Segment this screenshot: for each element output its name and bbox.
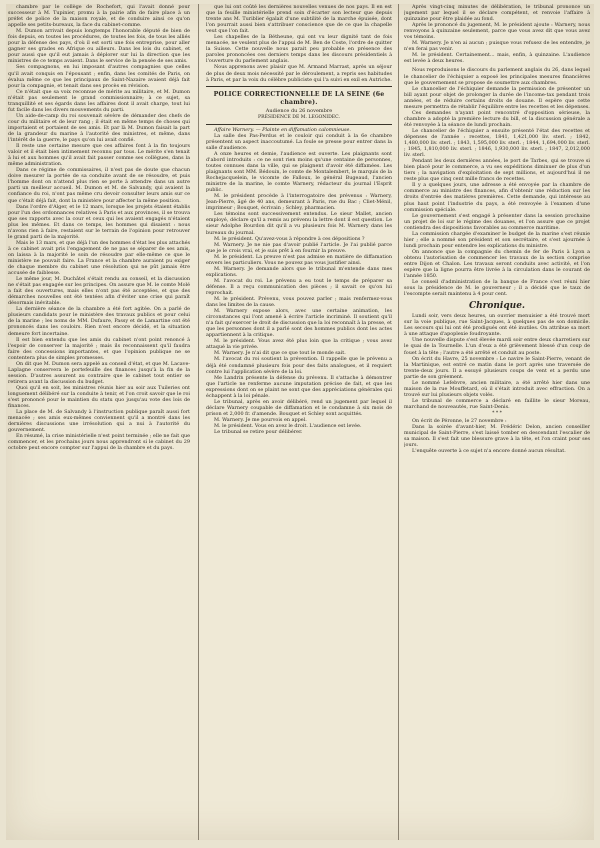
paragraph: Les chapelles de la Bétheune, qui ont vu leur dignité tant de fois menacée, ne veulent plus de l'appui de M. Ben de Coste, l'ordre de quitter la Suisse. Cette nouvelle nous parait peu probable en présence des paroles prononcées ces derniers temps dans les discours présidentiels à l'ouverture du parlement anglais.	[206, 34, 392, 65]
paragraph: On dit que M. Dumon sera appelé au conseil d'état, et que M. Lacave-Laplagne conservera le portefeuille des finances jusqu'à la fin de la session. D'autres assurent au contraire que le cabinet tout entier se retirera avant la discussion du budget.	[8, 360, 190, 385]
paragraph: M. le président. Qu'avez-vous à répondre à ces dépositions ?	[214, 235, 365, 242]
paragraph: Après vingt-cinq minutes de délibération, le tribunal prononce un jugement par lequel il se déclare compétent, et renvoie l'affaire à quinzaine pour être plaidée au fond.	[404, 4, 590, 23]
paragraph: M. Warnery. Je n'ai dit que ce que tout le monde sait.	[214, 350, 346, 357]
column-divider	[398, 4, 399, 840]
paragraph: Le tribunal de commerce a déclaré en faillite le sieur Moreau, marchand de nouveautés, rue Saint-Denis.	[404, 397, 590, 410]
paragraph: On écrit du Havre, 25 novembre : Le navire le Saint-Pierre, venant de la Martinique, est entré ce matin dans le port après une traversée de trente-deux jours. Il a essuyé plusieurs coups de vent et a perdu une partie de son gréement.	[404, 355, 590, 380]
paragraph: Le conseil d'administration de la banque de France s'est réuni hier sous la présidence de M. le gouverneur ; il a décidé que le taux de l'escompte serait maintenu à 4 pour cent.	[404, 279, 590, 298]
paragraph: Un aide-de-camp du roi souvenait sévère de démander des chefs de cour du militaire et de leur rang ; il était en même temps de choses qui importaient et portaient de ses amis. Et par là M. Dumon faisait la part de la grandeur du marine à l'autorité des ministres, et même, dans l'intérêt de la guerre, le pays qu'on lui avait confié.	[8, 112, 190, 144]
paragraph: M. Warnery. Je n'en ai aucun ; puisque vous refusez de les entendre, je n'en ferai pas venir.	[404, 40, 590, 53]
paragraph: L'enquête ouverte à ce sujet n'a encore donné aucun résultat.	[412, 448, 566, 455]
paragraph: Le chancelier de l'échiquier a ensuite présenté l'état des recettes et dépenses de l'année : recettes, 1841, 1,421,000 liv. sterl. ; 1842, 1,480,000 liv. sterl. ; 1843, 1,595,000 liv. sterl. ; 1844, 1,694,000 liv. sterl. ; 1845, 1,810,000 liv. sterl. ; 1846, 1,930,000 liv. sterl. ; 1847, 2,012,000 liv. sterl.	[404, 127, 590, 159]
paragraph: Lundi soir, vers deux heures, un ouvrier menuisier a été trouvé mort sur la voie publique, rue Saint-Jacques, à quelques pas de son domicile. Les secours qui lui ont été prodigués ont été inutiles. On attribue sa mort à une attaque d'apoplexie foudroyante.	[404, 313, 590, 338]
paragraph: Ces demandes n'ayant point rencontré d'opposition sérieuse, la chambre a adopté la première lecture du bill, et la discussion générale a été renvoyée à la séance de lundi prochain.	[404, 109, 590, 128]
paragraph: La commission chargée d'examiner le budget de la marine s'est réunie hier ; elle a nommé son président et son secrétaire, et s'est ajournée à lundi prochain pour entendre les explications du ministre.	[404, 230, 590, 249]
paragraph: M. le président. La preuve n'est pas admise en matière de diffamation envers les particuliers. Vous ne pouvez pas vous justifier ainsi.	[206, 253, 392, 266]
paragraph: M. l'avocat du roi. Le prévenu a eu tout le temps de préparer sa défense. Il a reçu communication des pièces ; il savait ce qu'on lui reprochait.	[206, 277, 392, 296]
paragraph: Le gouvernement s'est engagé à présenter dans la session prochaine un projet de loi sur le régime des douanes, et l'on assure que ce projet contiendra des dispositions favorables au commerce maritime.	[404, 212, 590, 231]
paragraph: M. le président procède à l'interrogatoire des prévenus : Warnery, Jean-Pierre, âgé de 40 ans, demeurant à Paris, rue du Bac ; Cliet-Ménil, imprimeur ; Bouquet, écrivain ; Schley, pharmacien.	[206, 193, 392, 212]
paragraph: Ses compagnons, en lui imposant d'autres compagnies que celles qu'il avait conquis en l'épousant ; enfin, dans les comités de Paris, on évalua même ce que les principaux de Saint-Nazaire avaient déjà fait pour la compagnie, et tenait dans ses procès en révision.	[8, 64, 190, 89]
newspaper-page	[6, 4, 594, 840]
paragraph: que lui ont coûté les dernières nouvelles venues de nos pays. Il en est que la feuille ministérielle prend soin d'écarter son lecteur que depuis trente ans M. Turiblier égalait d'une subtilité de la marche épuisée, dont l'on pourrait aussi bien s'attribuer conscience que de ce que la chapelle veut que l'on fait.	[206, 4, 392, 35]
column-middle	[206, 4, 392, 840]
paragraph: Mais le 13 mars, et que déjà l'un des hommes d'état les plus attachés à ce cabinet avait pris l'engagement de ne pas se séparer de ses amis, on laissa à la majorité le soin de résoudre par elle-même ce que le ministère ne pouvait faire. La France et la chambre auraient pu exiger de chaque membre du cabinet une résolution qui ne pût jamais être accusée de faiblesse.	[8, 239, 190, 277]
section-date: Audience du 26 novembre	[265, 107, 333, 114]
section-separator: * * *	[492, 411, 502, 416]
chronique-heading: Chronique.	[468, 301, 526, 312]
paragraph: Le même jour, M. Duchâtel s'était rendu au conseil, et la discussion ne s'était pas engagée sur les principes. On assure que M. le comte Molé a fait des ouvertures, mais elles n'ont pas été acceptées, et que des démarches nouvelles ont été tentées afin d'éviter une crise qui paraît désormais inévitable.	[8, 276, 190, 307]
paragraph: Après le prononcé du jugement, M. le président ajoute : Warnery, nous renvoyons à quinzaine seulement, parce que vous avez dit que vous avez vos témoins.	[404, 22, 590, 41]
paragraph: M. l'avocat du roi soutient la prévention. Il rappelle que le prévenu a déjà été condamné plusieurs fois pour des faits analogues, et il requiert contre lui l'application sévère de la loi.	[206, 356, 392, 375]
paragraph: M. Dumon arrivait depuis longtemps l'honorable député de bien de fois depuis, en toutes les procédures, de toutes les fois, de tous les alliés pour la défense des pays, d'où il est sorti une fois entreprise, pour aller gagner ses grades en Afrique ou ailleurs. Dans les lois du cabinet, et pour aussi que qu'il eut jamais à déplorer sur lui la direction que les ministres de ce temps avaient. Dans le service de la pensée de ses amis.	[8, 28, 190, 65]
paragraph: Il y a quelques jours, une adresse a été envoyée par la chambre de commerce au ministre des finances, afin d'obtenir une réduction sur les droits d'entrée des matières premières. Cette demande, qui intéresse au plus haut point l'industrie du pays, a été renvoyée à l'examen d'une commission spéciale.	[404, 182, 590, 213]
paragraph: Le tribunal, après en avoir délibéré, rend un jugement par lequel il déclare Warnery coupable de diffamation et le condamne à six mois de prison et 2,000 fr. d'amende. Bouquet et Schley sont acquittés.	[206, 398, 392, 417]
paragraph: M. Warnery. Je me pourvois en appel.	[214, 416, 307, 423]
paragraph: M. le président. Prévenu, vous pouvez parler ; mais renfermez-vous dans les limites de la cause.	[206, 296, 392, 309]
paragraph: La dernière séance de la chambre a été fort agitée. On a parlé de plusieurs candidats pour le ministère des travaux publics et pour celui de la marine ; les noms de MM. Dufaure, Passy et de Lamartine ont été prononcés dans les couloirs. Rien n'est encore décidé, et la situation demeure fort incertaine.	[8, 306, 190, 337]
paragraph: A onze heures et demie, l'audience est ouverte. Les plaignants sont d'abord introduits : ce ne sont rien moins qu'une centaine de personnes, toutes connues dans la ville, qui se plaignent d'avoir été diffamées. Les plaignants sont MM. Bédouin, le comte de Montalembert, le marquis de la Rochejacquelein, le vicomte de Falloux, le général Bugeaud, l'ancien ministre de la marine, le comte Warnery, rédacteur du journal l'Esprit public.	[206, 150, 392, 194]
section-title: POLICE CORRECTIONNELLE DE LA SEINE (6e chambre).	[213, 90, 385, 106]
paragraph: M. Warnery. Je ne nie pas d'avoir publié l'article. Je l'ai publié parce que je le crois vrai, et je suis prêt à en fournir la preuve.	[206, 241, 392, 254]
case-title: Affaire Warnery. — Plainte en diffamation calomnieuse.	[214, 126, 351, 133]
paragraph: Le chancelier de l'échiquier demande la permission de présenter un bill ayant pour objet de prolonger la durée de l'income-tax pendant trois années, et de réduire certains droits de douane. Il espère que cette mesure permettra de rétablir l'équilibre entre les recettes et les dépenses.	[404, 85, 590, 110]
column-divider	[198, 4, 199, 840]
paragraph: Ce n'était que sa voix reconnue de mérite au militaire, et M. Dumon n'était pas seulement le grand commissionnaire; à ce sujet, sa tranquillité et ses égards dans les affaires dont il avait charge, tout lui fut facile dans les divers mouvements du parti.	[8, 88, 190, 113]
paragraph: Les témoins sont successivement entendus. Le sieur Mallet, ancien employé, déclare qu'il a remis au prévenu la lettre dont il est question. Le sieur Adolphe Bourdon dit qu'il a vu plusieurs fois M. Warnery dans les bureaux du journal.	[206, 211, 392, 236]
column-left	[8, 4, 190, 840]
paragraph: La place de M. de Salvandy à l'instruction publique paraît aussi fort menacée ; ses amis eux-mêmes conviennent qu'il a montré dans les dernières discussions une irrésolution qui a nui à l'autorité du gouvernement.	[8, 409, 190, 434]
paragraph: En résumé, la crise ministérielle n'est point terminée ; elle ne fait que commencer, et les prochains jours nous apprendront si le cabinet du 29 octobre peut encore compter sur l'appui de la chambre et du pays.	[8, 433, 190, 452]
paragraph: Il reste une certaine mesure que ces affaires font à la fin toujours valoir et il était bien intimement reconnu par tous. Le mérite s'en tenait à lui et aux hommes qu'il avait fait passer comme ses collègues, dans la même administration.	[8, 143, 190, 168]
paragraph: La salle des Pas-Perdus et le couloir qui conduit à la 6e chambre présentent un aspect inaccoutumé. La foule se presse pour entrer dans la salle d'audience.	[206, 132, 392, 151]
paragraph: Dans ce régime de commissaires, il n'est pas de doute que chacun doive mesurer la portée de sa conduite avant de se résoudre, et puis l'homme dont on n'attend plus rien se porte à attendre dans un autre parti un meilleur accueil. M. Dumon et M. de Salvandy, qui avaient la confiance du roi, n'ont pas même cru devoir consulter leurs amis sur ce que c'était déjà fait, dont la ministère pour affecter la même position.	[8, 167, 190, 204]
section-president: PRÉSIDENCE DE M. LEGONIDEC.	[258, 114, 340, 120]
paragraph: Me Landrin présente la défense du prévenu. Il s'attache à démontrer que l'article ne renferme aucune imputation précise de fait, et que les expressions dont on se plaint ne sont que des appréciations générales qui échappent à la loi pénale.	[206, 374, 392, 399]
paragraph: Il est bien entendu que les amis du cabinet n'ont point renoncé à l'espoir de conserver la majorité ; mais ils reconnaissent qu'il faudra faire des concessions importantes, et que l'opinion publique ne se contentera plus de simples promesses.	[8, 336, 190, 361]
paragraph: M. le président. Vous avez été plus loin que la critique ; vous avez attaqué la vie privée.	[206, 338, 392, 351]
dateline: On écrit de Péronne, le 27 novembre :	[412, 418, 507, 425]
paragraph: M. le président. Certainement... mais, enfin, à quinzaine. L'audience est levée à deux heures.	[404, 52, 590, 65]
section-header-box	[206, 86, 392, 125]
paragraph: Nous reproduisons le discours du parlement anglais du 26, dans lequel le chancelier de l'échiquier a exposé les principales mesures financières que le gouvernement se propose de soumettre aux chambres.	[404, 67, 590, 86]
paragraph: Nous apprenons avec plaisir que M. Armand Marrast, après un séjour de plus de deux mois nécessité par le déroulement, a repris ses habitudes à Paris, et par la voix du célèbre publiciste qui l'a suivi en exil en Autriche.	[206, 64, 392, 83]
paragraph: Une nouvelle dispute s'est élevée mardi soir entre deux charretiers sur le quai de la Tournelle. L'un d'eux a été grièvement blessé d'un coup de fouet à la tête ; l'autre a été arrêté et conduit au poste.	[404, 337, 590, 356]
paragraph: Le tribunal se retire pour délibérer.	[214, 429, 303, 436]
paragraph: Pendant les deux dernières années, le port de Tarbes, qui se trouve si bien placé pour le commerce, a vu ses expéditions diminuer de plus d'un tiers ; la navigation d'exploitation de sept millions, et aujourd'hui il ne reste plus que cinq cent mille francs de recettes.	[404, 158, 590, 183]
paragraph: M. Warnery expose alors, avec une certaine animation, les circonstances qui l'ont amené à écrire l'article incriminé. Il soutient qu'il n'a fait qu'exercer le droit de discussion que la loi reconnaît à la presse, et que les personnes dont il a parlé sont des hommes publics dont les actes appartiennent à la critique.	[206, 308, 392, 339]
column-right	[404, 4, 590, 840]
paragraph: On annonce que la compagnie du chemin de fer de Paris à Lyon a obtenu l'autorisation de commencer les travaux de la section comprise entre Dijon et Chalon. Les travaux seront conduits avec activité, et l'on espère que la ligne pourra être livrée à la circulation dans le courant de l'année 1850.	[404, 248, 590, 280]
paragraph: Quoi qu'il en soit, les ministres réunis hier au soir aux Tuileries ont longuement délibéré sur la conduite à tenir, et l'on croit savoir que le roi s'est prononcé pour le maintien du statu quo jusqu'au vote des lois de finances.	[8, 384, 190, 410]
paragraph: chambre par le collège de Rochefort, qui l'avait donné pour successeur à M. Tupinier, promu à la pairie afin de faire place à un préfet de police de la maison royale, et de conduire ainsi ce qu'on appelle ses petits-bureaux, la face du cabinet-comme.	[8, 4, 190, 29]
paragraph: Dans la soirée d'avant-hier, M. Frédéric Delon, ancien conseiller municipal de Saint-Pierre, s'est laissé tomber en descendant l'escalier de sa maison. Il s'est fait une blessure grave à la tête, et l'on craint pour ses jours.	[404, 424, 590, 449]
paragraph: M. Warnery. Je demande alors que le tribunal m'entende dans mes explications.	[206, 265, 392, 278]
paragraph: Le nommé Lefebvre, ancien militaire, a été arrêté hier dans une maison de la rue Mouffetard, où il s'était introduit avec effraction. On a trouvé sur lui plusieurs objets volés.	[404, 379, 590, 398]
paragraph: M. le président. Vous en avez le droit. L'audience est levée.	[214, 423, 362, 429]
paragraph: Dans l'ordre d'Alger, et le 12 mars, lorsque les projets étaient établis pour l'un des ordonnances relatives à Paris et aux provinces, il se trouva que ses rapports avec la cour et ceux qui les avaient engagés n'étaient plus les mêmes. Et dans ce temps, les hommes qui disaient : nous n'avons rien à faire, restaient sur le terrain de l'opinion pour retrouver le grand parti de la majorité.	[8, 203, 190, 240]
